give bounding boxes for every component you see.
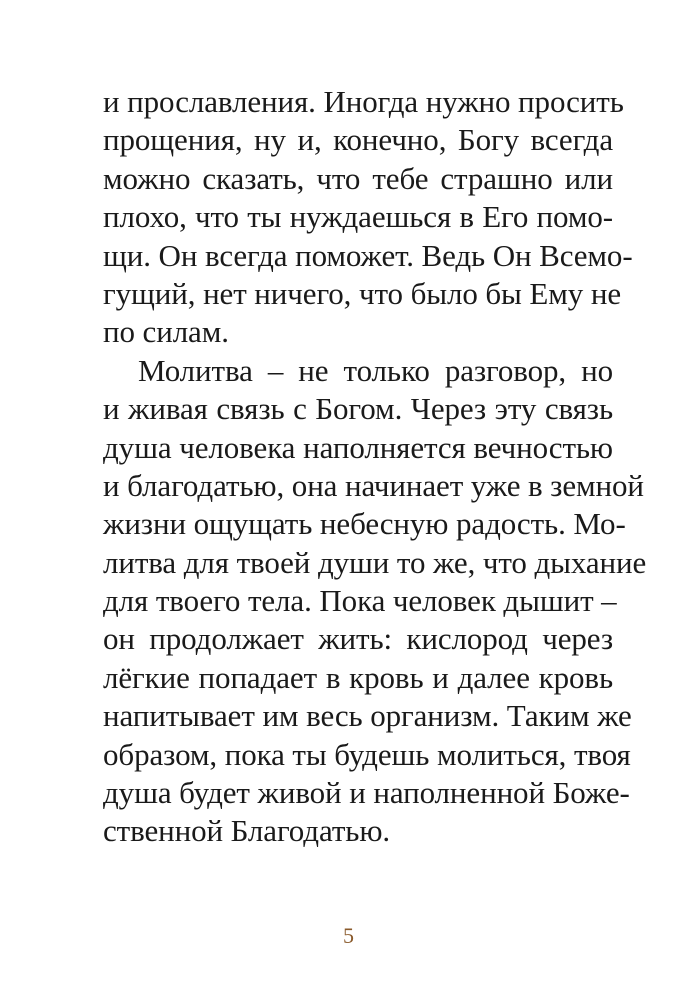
page-number: 5 [343,923,354,948]
text-line: образом, пока ты будешь молиться, твоя [103,736,631,772]
text-line: душа будет живой и наполненной Боже- [103,775,630,811]
text-line: гущий, нет ничего, что было бы Ему не [103,275,621,311]
text-line: ственной Благодатью. [103,813,391,849]
body-text [103,83,647,851]
text-line: литва для твоей души то же, что дыхание [103,544,647,580]
paragraph-1 [103,83,633,352]
text-line: по силам. [103,314,229,350]
text-line: щи. Он всегда поможет. Ведь Он Всемо- [103,237,633,273]
text-line: и прославления. Иногда нужно просить [103,84,624,119]
paragraph-2 [103,352,647,851]
text-line: напитывает им весь организм. Таким же [103,698,632,734]
text-line: и живая связь с Богом. Через эту связь [103,391,613,427]
text-line: Молитва – не только разговор, но [138,352,613,388]
text-line: плохо, что ты нуждаешься в Его помо- [103,199,613,235]
text-line: душа человека наполняется вечностью [103,429,613,465]
text-line: прощения, ну и, конечно, Богу всегда [103,122,613,158]
text-line: он продолжает жить: кислород через [103,621,613,657]
text-line: лёгкие попадает в кровь и далее кровь [103,659,613,695]
text-line: можно сказать, что тебе страшно или [103,160,613,196]
text-line: жизни ощущать небесную радость. Мо- [103,506,626,542]
text-line: и благодатью, она начинает уже в земной [103,467,644,503]
text-line: для твоего тела. Пока человек дышит – [103,583,617,619]
